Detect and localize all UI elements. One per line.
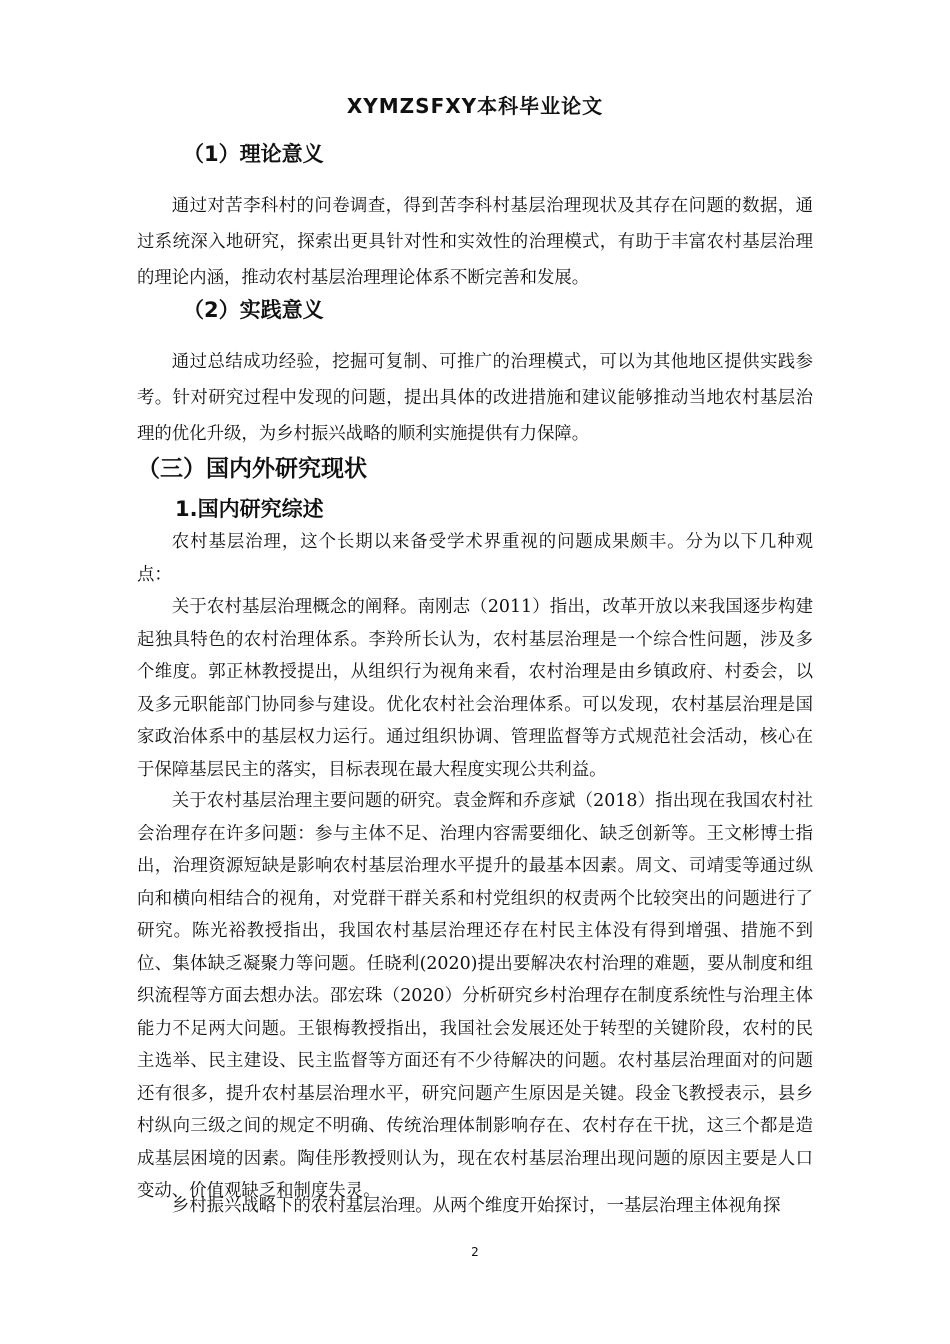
paragraph-problems: 关于农村基层治理主要问题的研究。袁金辉和乔彦斌（2018）指出现在我国农村社会治理存在许多问题：参与主体不足、治理内容需要细化、缺乏创新等。王文彬博士指出，治理资源短缺是影响农村基层治理水平提升的最基本因素。周文、司靖雯等通过纵向和横向相结合的视角，对党群干群关系和村党组织的权责两个比较突出的问题进行了研究。陈光裕教授指出，我国农村基层治理还存在村民主体没有得到增强、措施不到位、集体缺乏凝聚力等问题。任晓利(2020)提出要解决农村治理的难题，要从制度和组织流程等方面去想办法。邵宏珠（2020）分析研究乡村治理存在制度系统性与治理主体能力不足两大问题。王银梅教授指出，我国社会发展还处于转型的关键阶段，农村的民主选举、民主建设、民主监督等方面还有不少待解决的问题。农村基层治理面对的问题还有很多，提升农村基层治理水平，研究问题产生原因是关键。段金飞教授表示，县乡村纵向三级之间的规定不明确、传统治理体制影响存在、农村存在干扰，这三个都是造成基层困境的因素。陶佳彤教授则认为，现在农村基层治理出现问题的原因主要是人口变动、价值观缺乏和制度失灵。 xyxy=(137,791,813,1201)
paragraph-concept: 关于农村基层治理概念的阐释。南刚志（2011）指出，改革开放以来我国逐步构建起独具特色的农村治理体系。李羚所长认为，农村基层治理是一个综合性问题，涉及多个维度。郭正林教授提出，从组织行为视角来看，农村治理是由乡镇政府、村委会，以及多元职能部门协同参与建设。优化农村社会治理体系。可以发现，农村基层治理是国家政治体系中的基层权力运行。通过组织协调、管理监督等方式规范社会活动，核心在于保障基层民主的落实，目标表现在最大程度实现公共利益。 xyxy=(137,597,813,780)
heading-theoretical-significance: （1）理论意义 xyxy=(183,142,324,166)
heading-practical-significance: （2）实践意义 xyxy=(183,298,324,322)
running-header-title: XYMZSFXY本科毕业论文 xyxy=(346,94,604,118)
paragraph-revitalization: 乡村振兴战略下的农村基层治理。从两个维度开始探讨，一基层治理主体视角探 xyxy=(171,1196,781,1216)
paragraph-practical-significance: 通过总结成功经验，挖掘可复制、可推广的治理模式，可以为其他地区提供实践参考。针对研究过程中发现的问题，提出具体的改进措施和建议能够推动当地农村基层治理的优化升级，为乡村振兴战略的顺利实施提供有力保障。 xyxy=(137,352,813,444)
paragraph-theoretical-significance: 通过对苦李科村的问卷调查，得到苦李科村基层治理现状及其存在问题的数据，通过系统深入地研究，探索出更具针对性和实效性的治理模式，有助于丰富农村基层治理的理论内涵，推动农村基层治理理论体系不断完善和发展。 xyxy=(137,196,813,288)
heading-domestic-review: 1.国内研究综述 xyxy=(175,497,324,521)
heading-research-status: （三）国内外研究现状 xyxy=(137,456,367,482)
paragraph-intro: 农村基层治理，这个长期以来备受学术界重视的问题成果颇丰。分为以下几种观点： xyxy=(137,532,813,585)
page-number: 2 xyxy=(471,1245,479,1259)
